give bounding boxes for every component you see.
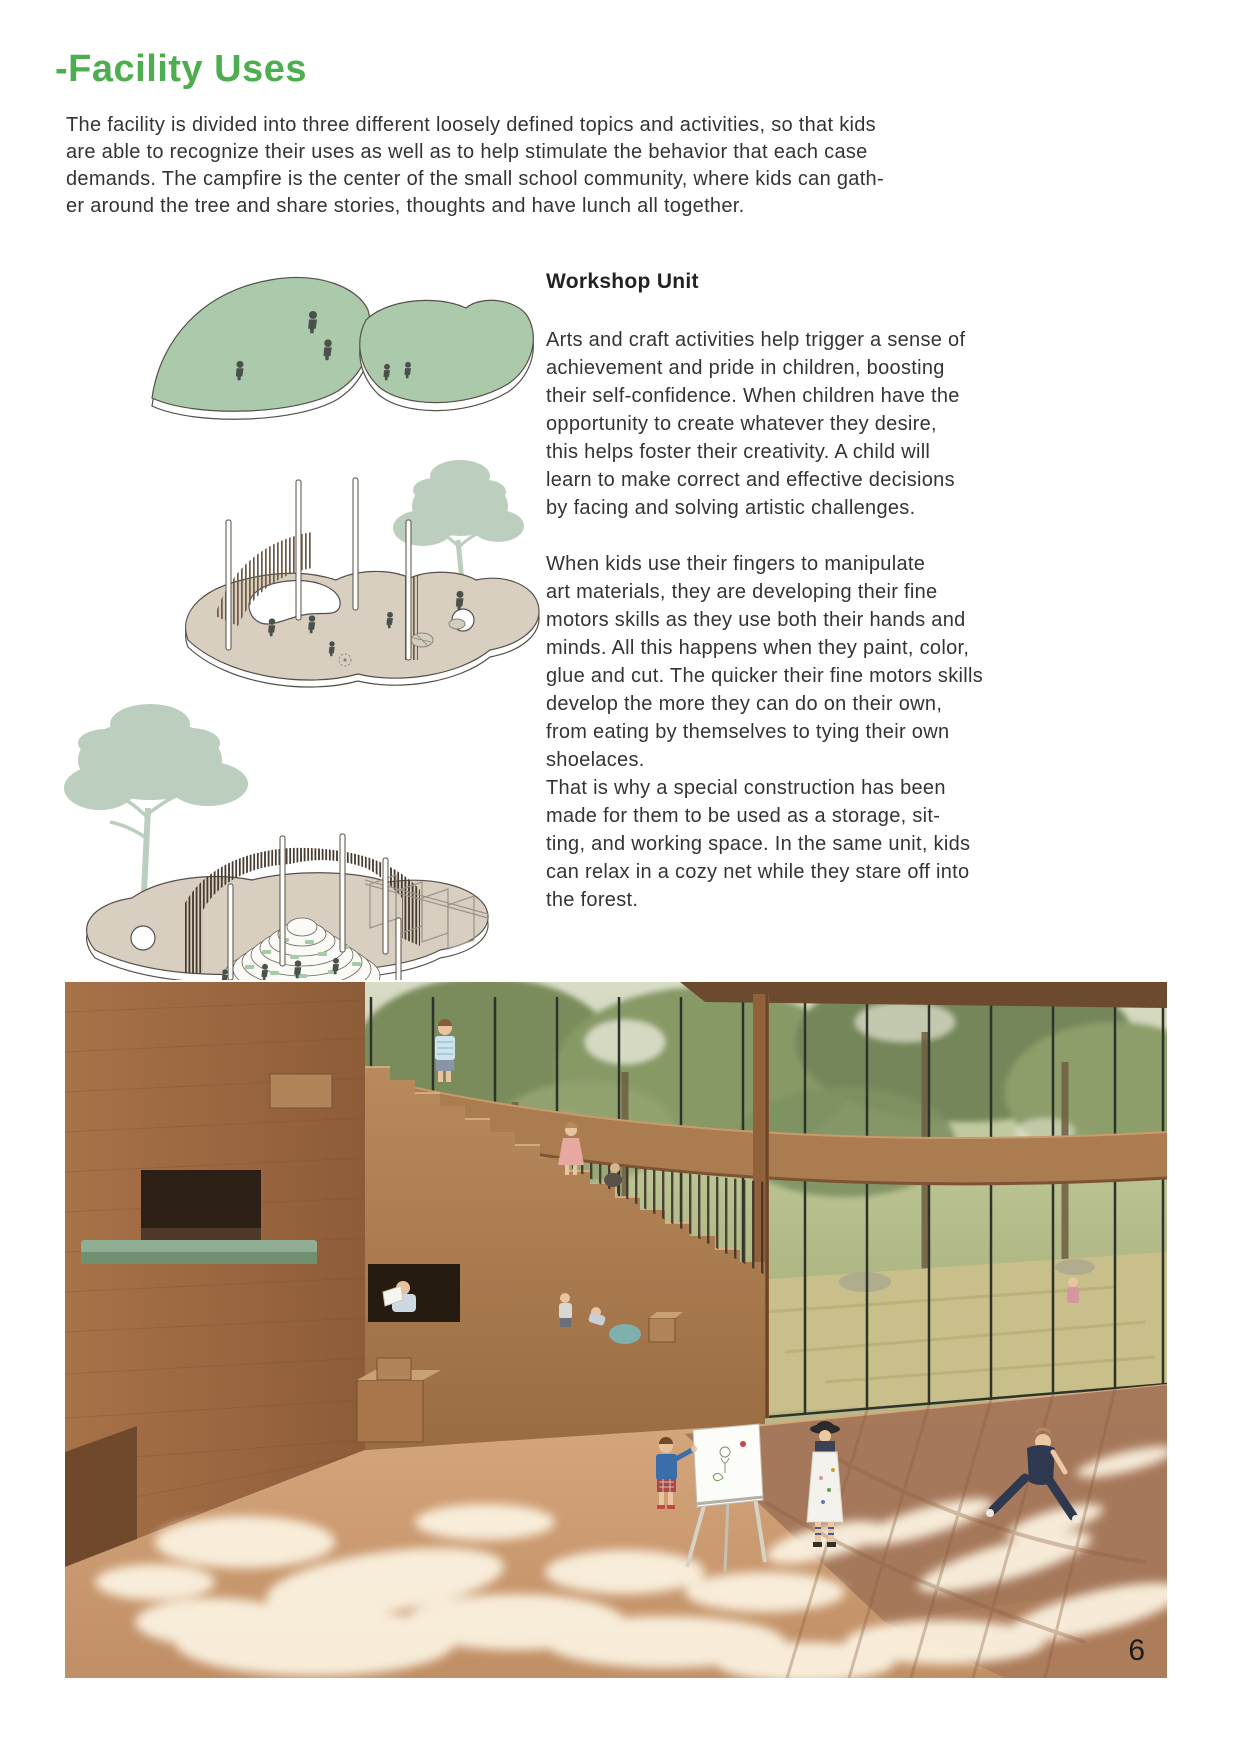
green-bench-cushion [81, 1240, 317, 1254]
workshop-paragraph-2: When kids use their fingers to manipulate art materials, they are developing their fine motors skills as they use both their hands and minds. All this happens when they paint, color, glue and cut. The quicker their fine motors skills develop the more they can do on their own, from eating by themselves to tying their own shoelaces. That is why a special construction has been made for them to be used as a storage, sit- ting, and working space. In the same unit, kids can relax in a cozy net while they stare off into the forest. [546, 553, 984, 911]
workshop-section [546, 268, 1070, 942]
workshop-interior-render [65, 982, 1167, 1678]
distant-person [1068, 1277, 1078, 1287]
roof-plan-diagram [140, 248, 550, 444]
page-number: 6 [1128, 1634, 1145, 1667]
page-title: -Facility Uses [55, 48, 307, 90]
dome-structure-diagram [40, 688, 540, 980]
green-platform-left [152, 278, 371, 420]
reading-niche [368, 1264, 460, 1322]
intro-paragraph: The facility is divided into three different loosely defined topics and activities, so that kids are able to recognize their uses as well as to help stimulate the behavior that each case demands. The campfire is the center of the small school community, where kids can gath- er around the tree and share stories, thoughts and have lunch all together. [66, 114, 884, 217]
diagram-column [0, 240, 570, 985]
floor-plate-diagram [160, 428, 570, 713]
wall-box [270, 1074, 332, 1108]
section-heading: Workshop Unit [546, 270, 699, 293]
interior-photo [65, 982, 1167, 1678]
workshop-paragraph-1: Arts and craft activities help trigger a sense of achievement and pride in children, boosting their self-confidence. When children have the opportunity to create whatever they desire, this helps foster their creativity. A child will learn to make correct and effective decisions by facing and solving artistic challenges. [546, 329, 966, 519]
green-platform-right [360, 300, 534, 410]
